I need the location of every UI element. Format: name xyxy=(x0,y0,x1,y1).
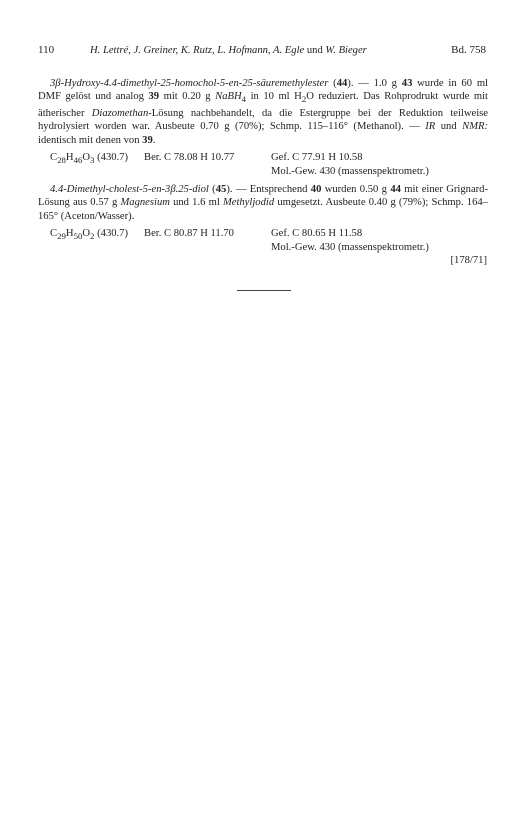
manuscript-reference: [178/71] xyxy=(450,254,487,266)
compound-title: 4.4-Dimethyl-cholest-5-en-3β.25-diol xyxy=(50,183,209,195)
running-authors: H. Lettré, J. Greiner, K. Rutz, L. Hofmann, A. Egle und W. Bieger xyxy=(90,45,367,56)
calculated-values: Ber. C 80.87 H 11.70 xyxy=(144,228,234,240)
analysis-line xyxy=(38,151,488,164)
compound-title: 3β-Hydroxy-4.4-dimethyl-25-homochol-5-en-25-säuremethylester xyxy=(50,78,329,89)
running-header xyxy=(38,44,490,58)
volume-label: Bd. 758 xyxy=(451,44,486,56)
end-rule xyxy=(237,290,291,291)
molecular-formula: $C_{28}H_{46}O_3$ (430.7) xyxy=(50,152,129,166)
found-values: Gef. C 77.91 H 10.58 xyxy=(271,152,363,164)
entry-45-paragraph: 4.4-Dimethyl-cholest-5-en-3β.25-diol (45). — Entsprechend 40 wurden 0.50 g 44 mit einer Grignard-Lösung aus 0.57 g Magnesium und 1.6 ml Methyljodid umgesetzt. Ausbeute 0.40 g (79%); Schmp. 164–165° (Aceton/Wasser). xyxy=(38,183,489,222)
entry-44-paragraph: 3β-Hydroxy-4.4-dimethyl-25-homochol-5-en-25-säuremethylester (44). — 1.0 g 43 wurde in 60 ml DMF gelöst und analog 39 mit 0.20 g NaBH$_4$ in 10 ml $H_2O$ reduziert. Das Rohprodrukt wurde mit ätherischer Diazomethan-Lösung nachbehandelt, da die Estergruppe bei der Reduktion teilweise hydrolysiert worden war. Ausbeute 0.70 g (70%); Schmp. 115–116° (Methanol). — IR und NMR: identisch mit denen von 39. xyxy=(38,78,489,146)
analysis-line xyxy=(38,227,488,240)
mass-spec-line: Mol.-Gew. 430 (massenspektrometr.) xyxy=(271,241,429,253)
calculated-values: Ber. C 78.08 H 10.77 xyxy=(144,152,235,164)
page-number: 110 xyxy=(38,44,55,56)
found-values: Gef. C 80.65 H 11.58 xyxy=(271,228,363,240)
mass-spec-line: Mol.-Gew. 430 (massenspektrometr.) xyxy=(271,165,429,177)
molecular-formula: $C_{29}H_{50}O_2$ (430.7) xyxy=(50,228,129,242)
compound-number: 44 xyxy=(336,78,348,89)
compound-number: 45 xyxy=(215,183,227,195)
experimental-section xyxy=(38,77,488,267)
